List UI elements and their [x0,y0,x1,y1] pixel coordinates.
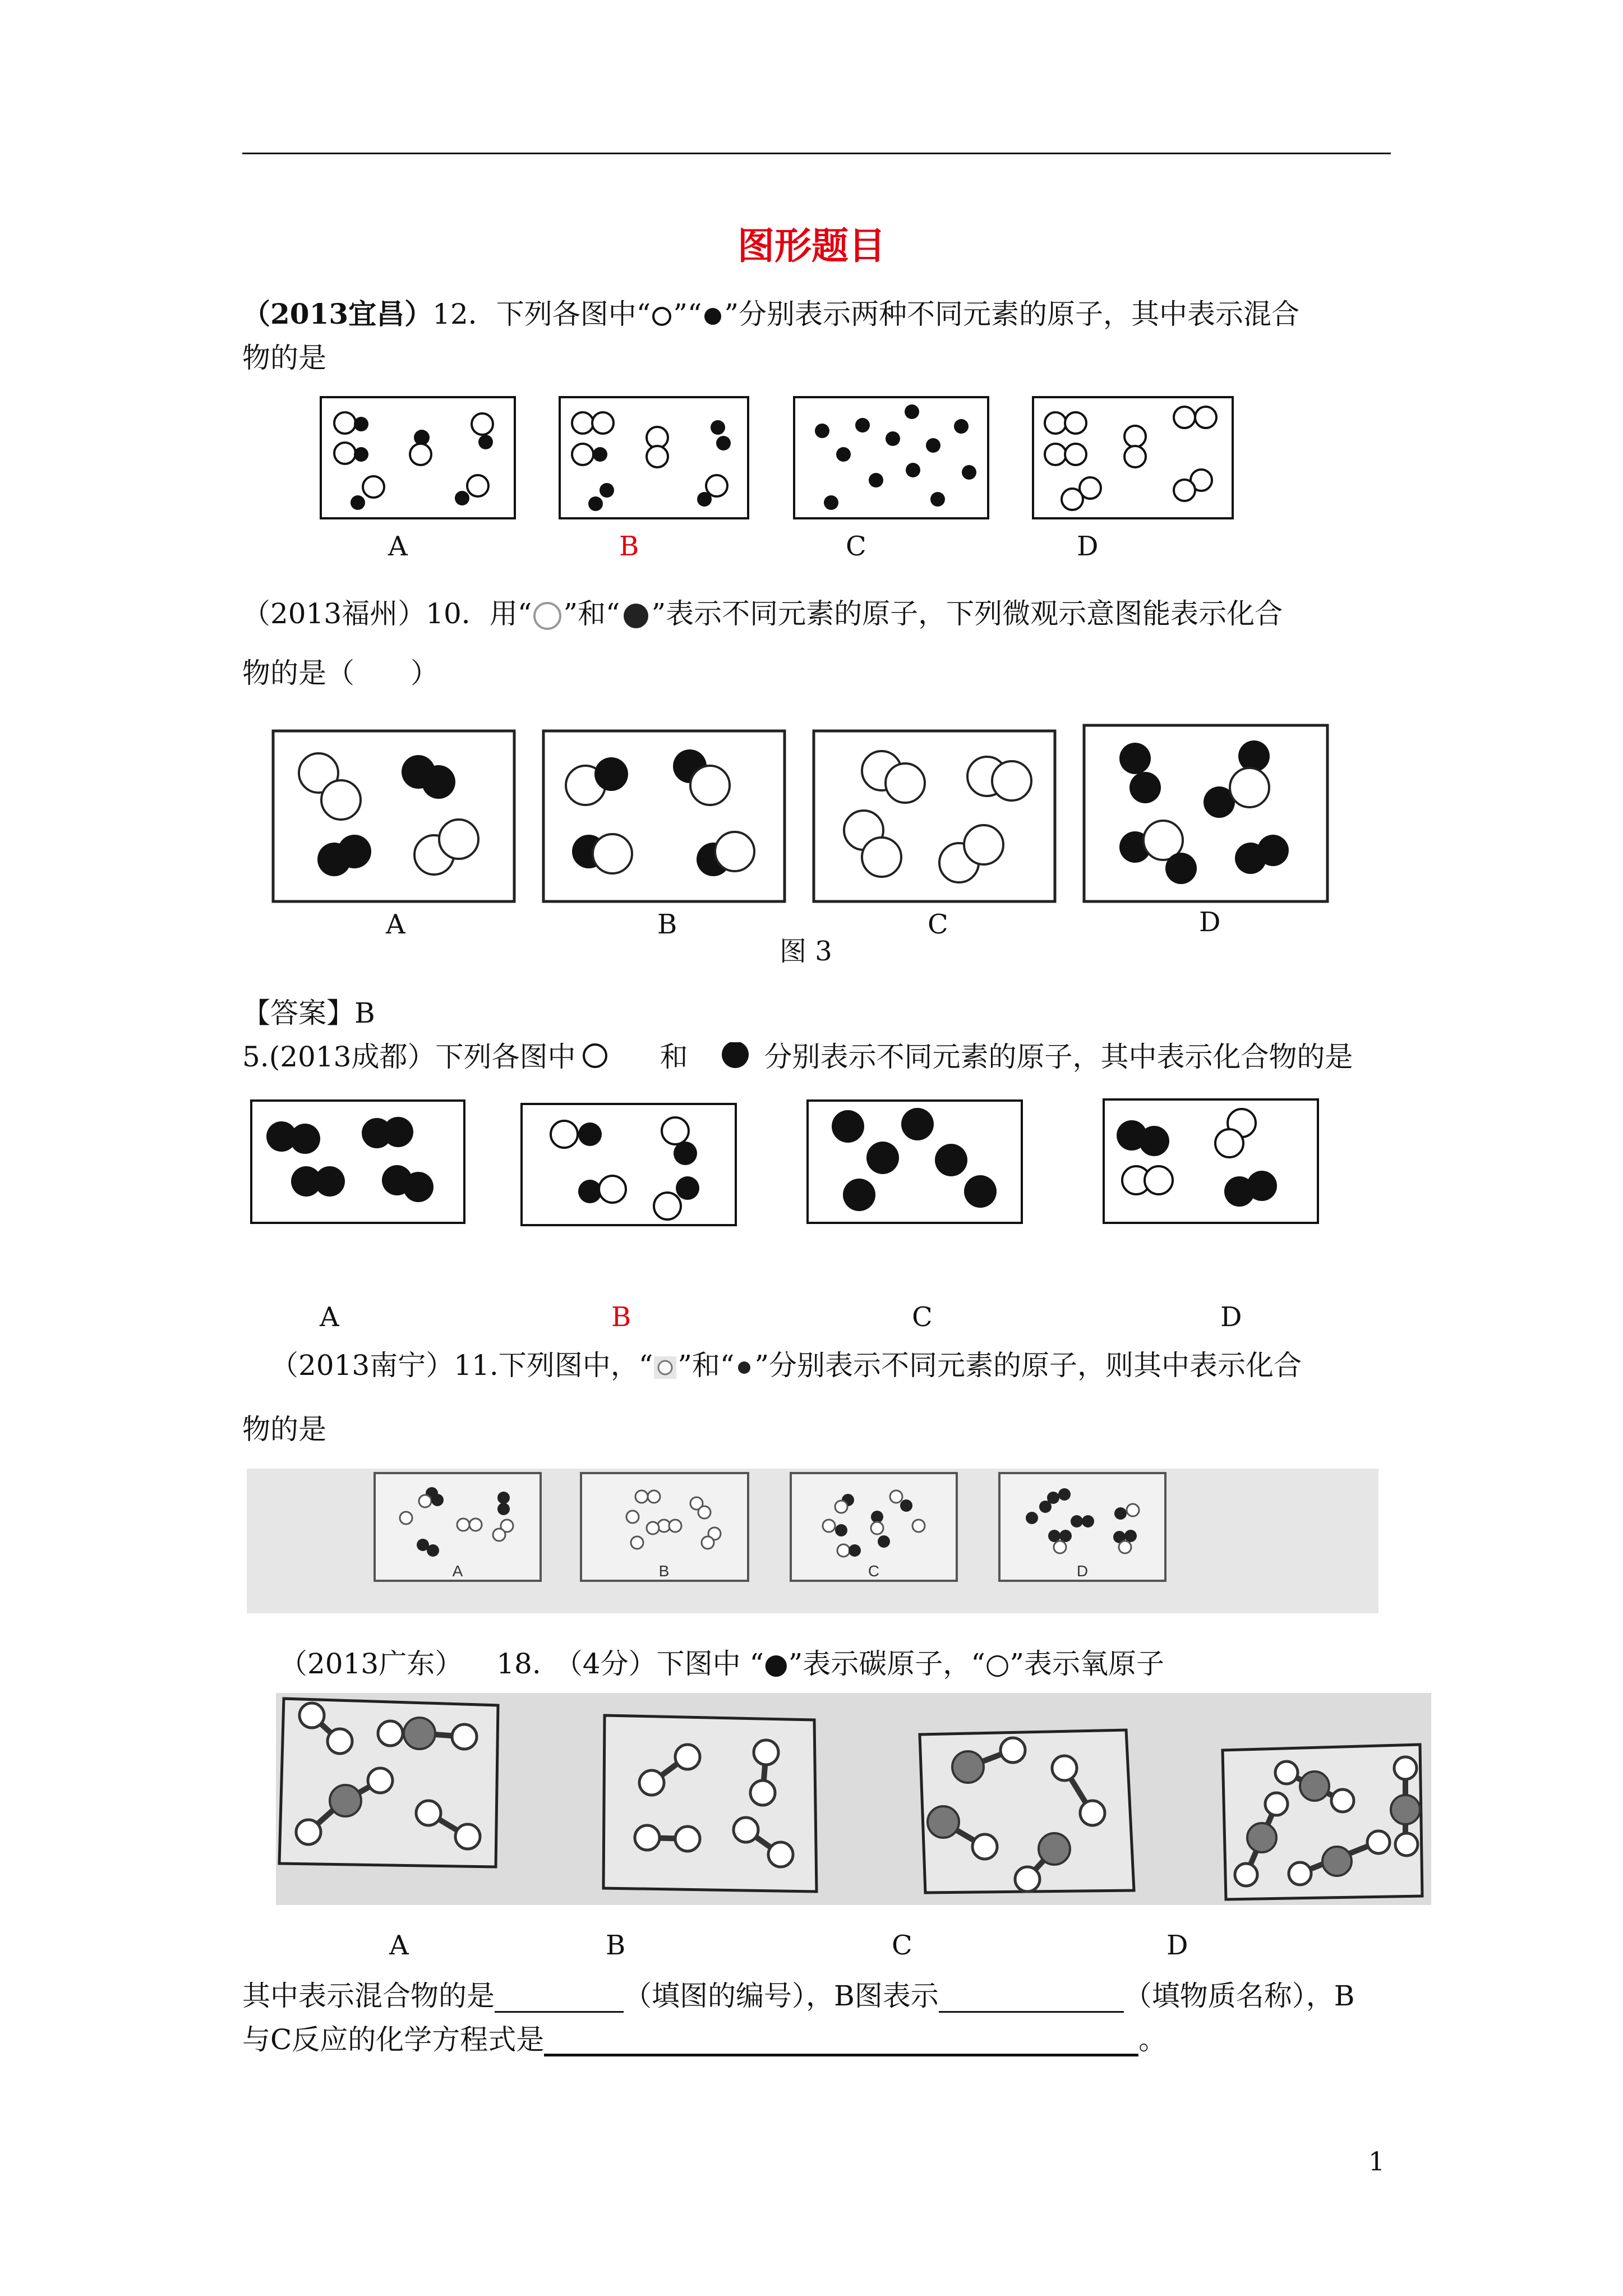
q5-line1-b: （填图的编号），B图表示 [624,1980,939,2012]
q2-number: 10． [426,597,490,630]
q4-text-c: ”分别表示不同元素的原子，则其中表示化合 [754,1349,1302,1382]
black-atom-icon [716,1042,755,1076]
q2-option-d: D [1199,907,1221,938]
q5-option-a: A [389,1930,409,1961]
q4-figure-b [580,1472,749,1582]
q1-text-line-2: 物的是 [242,342,326,374]
q1-figure-d [1032,396,1234,519]
q4-figure-d [998,1472,1166,1582]
q1-option-c: C [846,531,866,562]
q3-source: (2013成都） [269,1041,436,1073]
q4-text-b: ”和“ [677,1349,735,1382]
question-3-line-1 [242,1040,1353,1076]
q5-blank-substance-name[interactable] [939,1986,1124,2013]
white-atom-icon [532,600,563,632]
page-title: 图形题目 [737,224,886,268]
q4-text-a: 下列图中，“ [498,1349,653,1382]
white-atom-icon [653,1355,677,1380]
q3-option-d: D [1220,1301,1242,1333]
q5-option-b: B [606,1930,626,1961]
q3-figure-d [1103,1098,1319,1224]
question-5-line-1 [279,1647,1164,1681]
q4-figure-c [790,1472,958,1582]
q1-option-a: A [388,531,408,562]
q5-blank-mixture[interactable] [495,1986,624,2013]
q5-line1-a: 其中表示混合物的是 [242,1980,495,2012]
q4-figure-d-label: D [1076,1562,1089,1580]
q2-option-c: C [928,909,948,940]
q2-answer [242,996,375,1030]
black-atom-icon [702,305,724,328]
q4-figure-c-label: C [868,1562,880,1580]
q5-fill-line-2 [242,2023,1166,2056]
q3-option-a: A [320,1301,339,1333]
q5-figure-d [1220,1742,1424,1901]
q2-option-b: B [657,909,677,940]
q5-figure-c [917,1728,1136,1896]
q2-figure-b [542,729,786,903]
q5-line2-b: 。 [1138,2023,1167,2056]
q3-figure-b [520,1103,737,1226]
q4-figure-a-label: A [452,1562,463,1580]
q3-text-a: 下列各图中 [435,1041,576,1073]
page-number: 1 [1368,2146,1385,2177]
q2-text-b: ”和“ [563,597,620,630]
q5-figure-b [600,1712,819,1895]
q1-text-c: ”分别表示两种不同元素的原子，其中表示混合 [724,298,1300,330]
q2-figure-a [271,729,516,903]
q2-text-a: 用“ [489,597,532,630]
q3-text-c: 分别表示不同元素的原子，其中表示化合物的是 [764,1041,1353,1073]
q1-number: 12． [432,298,496,330]
q1-option-b: B [619,531,639,562]
q2-figure-c [812,729,1057,903]
q3-option-b: B [611,1301,631,1333]
q5-blank-equation[interactable] [544,2029,1138,2056]
q5-source: （2013广东） [279,1648,463,1680]
q2-source: （2013福州） [242,597,426,630]
q1-option-d: D [1077,531,1099,562]
q2-text-c: ”表示不同元素的原子，下列微观示意图能表示化合 [651,597,1283,630]
header-rule [242,153,1391,154]
question-2-line-1 [242,597,1283,632]
q3-prefix: 5. [242,1041,269,1073]
q3-option-c: C [912,1301,933,1333]
question-4-line-1 [270,1349,1302,1382]
q2-text-line-2: 物的是（ ） [242,657,439,689]
q2-figure-caption: 图 3 [780,936,832,967]
q2-answer-label: 【答案】 [242,997,354,1029]
q1-text-b: ”“ [673,298,702,330]
question-1-line-1 [242,297,1299,331]
q4-source: （2013南宁） [270,1349,454,1382]
q2-answer-value: B [354,997,375,1029]
q4-figure-b-label: B [658,1562,670,1580]
q3-figure-a [250,1099,465,1224]
black-atom-icon [734,1358,754,1378]
q2-option-a: A [386,909,405,940]
q5-number: 18. [496,1648,541,1680]
q5-figure-a [277,1695,501,1875]
q5-fill-line-1 [242,1979,1355,2013]
q1-figure-c [793,396,989,519]
q5-line1-c: （填物质名称），B [1123,1980,1355,2012]
q5-option-c: C [892,1930,912,1961]
q5-option-d: D [1166,1930,1188,1961]
q5-text: （4分）下图中 “●”表示碳原子，“○”表示氧原子 [554,1648,1164,1680]
q1-figure-b [559,396,749,519]
q1-source: （2013宜昌） [242,297,433,330]
q1-figure-a [320,396,516,519]
q3-figure-c [806,1099,1023,1224]
white-atom-icon [575,1042,615,1076]
q4-figure-a [374,1472,542,1582]
q5-line2-a: 与C反应的化学方程式是 [242,2023,545,2056]
white-atom-icon [651,305,673,328]
q4-text-line-2: 物的是 [242,1413,326,1446]
q3-text-b: 和 [660,1041,688,1073]
q4-number: 11. [454,1349,499,1382]
q1-text-a: 下列各图中“ [496,298,651,330]
q2-figure-d [1082,724,1329,903]
black-atom-icon [620,600,652,632]
